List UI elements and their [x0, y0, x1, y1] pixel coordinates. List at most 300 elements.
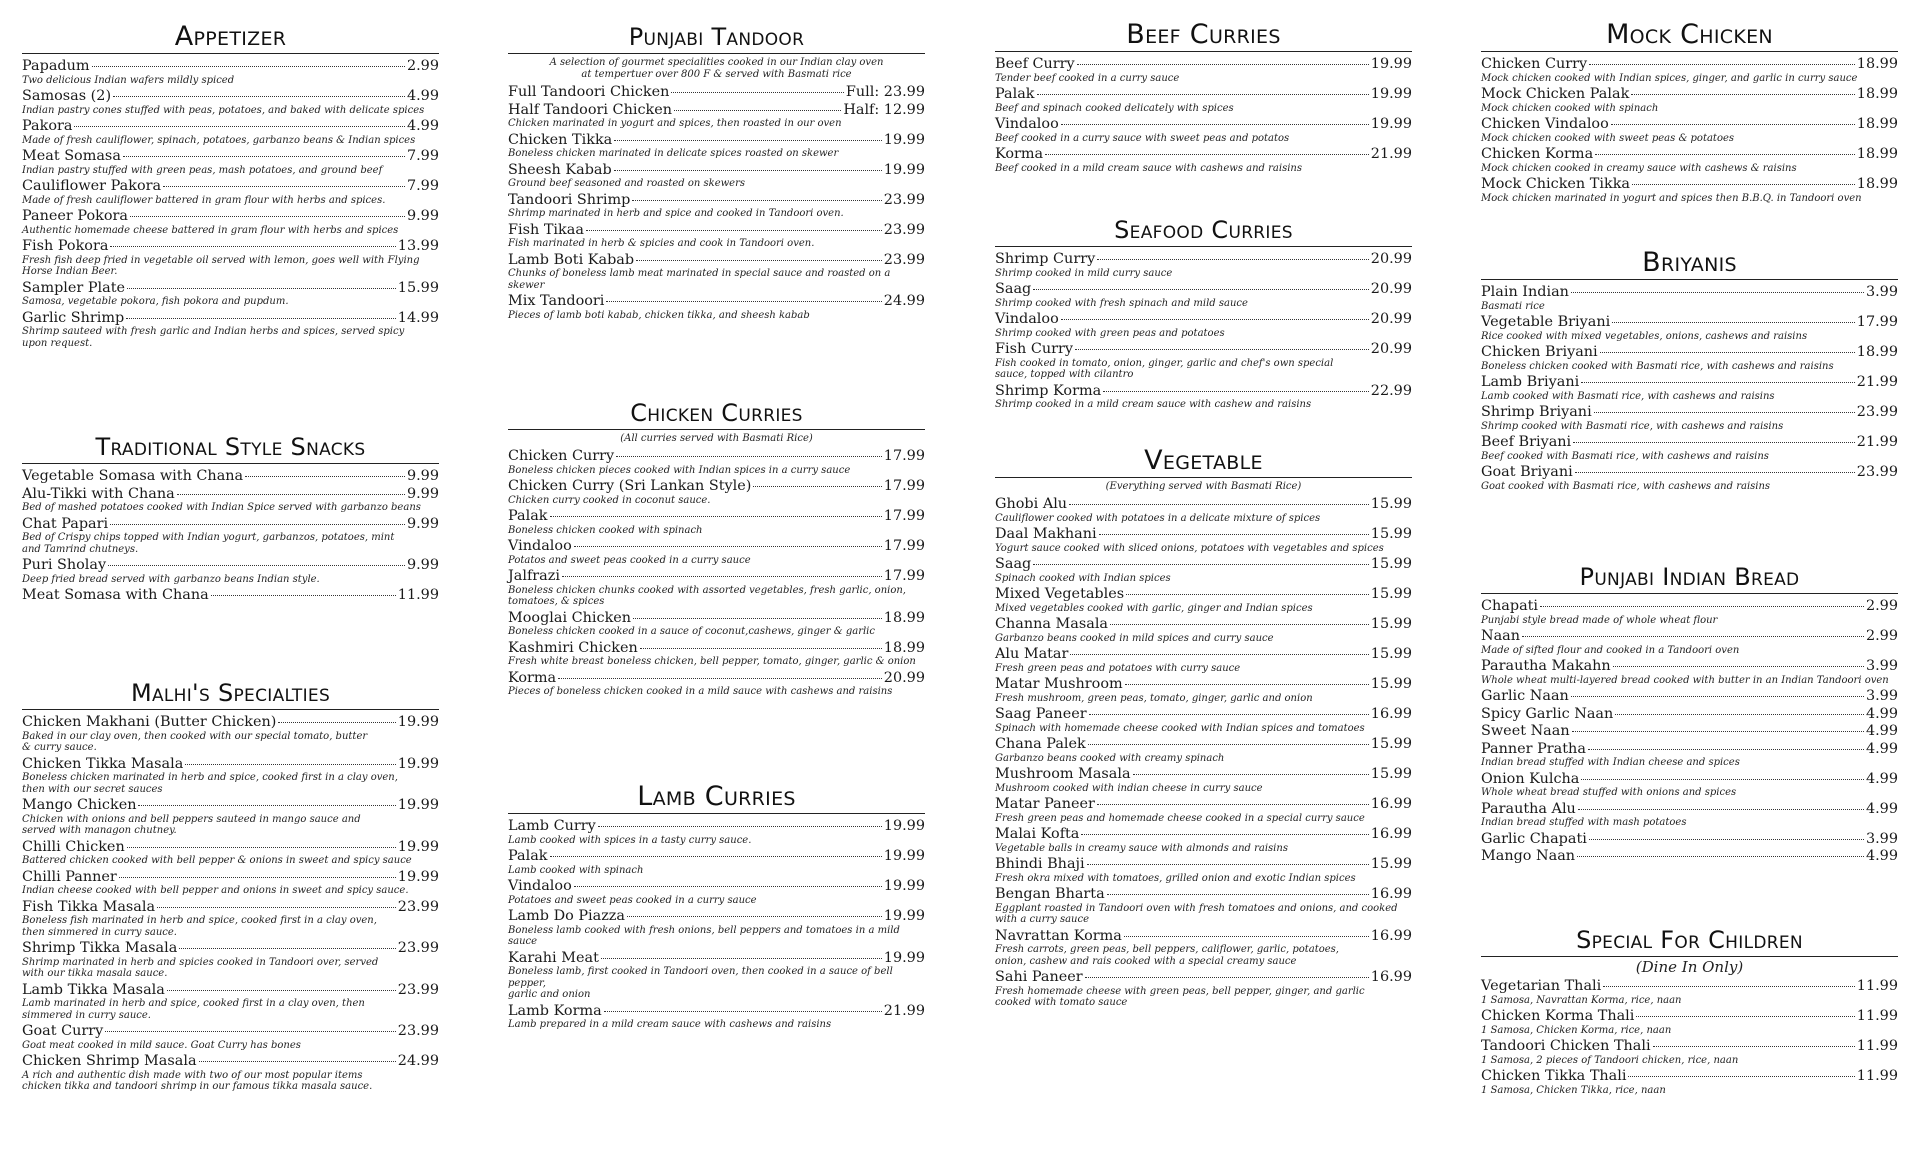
item-price: 23.99 [397, 1023, 439, 1039]
item-name: Bengan Bharta [995, 886, 1105, 902]
item-price: 3.99 [1865, 658, 1898, 674]
item-description: Mock chicken marinated in yogurt and spices then B.B.Q. in Tandoori oven [1481, 192, 1862, 204]
item-price: 18.99 [883, 609, 925, 626]
item-description: Fish cooked in tomato, onion, ginger, garlic and chef's own special sauce, topped with cilantro [995, 357, 1334, 380]
dot-leader [586, 218, 882, 231]
item-name: Chana Palek [995, 736, 1086, 752]
section-title: Briyanis [1481, 248, 1898, 280]
item-price: 19.99 [397, 797, 439, 813]
menu-item [995, 280, 1412, 309]
menu-item-row [22, 57, 439, 75]
dot-leader [74, 114, 404, 127]
item-description: Spinach with homemade cheese cooked with Indian spices and tomatoes [995, 722, 1365, 734]
item-description: Indian cheese cooked with bell pepper and onions in sweet and spicy sauce. [22, 885, 409, 896]
dot-leader [598, 814, 882, 827]
item-name: Sampler Plate [22, 279, 126, 296]
dot-leader [1575, 460, 1855, 473]
item-price: 11.99 [1856, 978, 1898, 994]
dot-leader [1070, 642, 1368, 655]
item-name: Saag Paneer [995, 706, 1087, 722]
section-title: Lamb Curries [508, 782, 925, 814]
menu-item-row [22, 485, 439, 503]
dot-leader [632, 188, 881, 201]
dot-leader [110, 512, 405, 525]
item-price: 16.99 [1370, 927, 1412, 944]
menu-item [995, 525, 1412, 554]
item-name: Fish Tikka Masala [22, 898, 156, 915]
dot-leader [674, 98, 841, 111]
item-price: 23.99 [883, 251, 925, 268]
menu-item-row [995, 675, 1412, 693]
dot-leader [1110, 612, 1369, 625]
menu-item [508, 949, 925, 1001]
item-name: Chicken Tikka Thali [1481, 1068, 1627, 1084]
item-description: Samosa, vegetable pokora, fish pokora and pupdum. [22, 296, 289, 307]
item-price: 18.99 [1856, 116, 1898, 132]
menu-section-briyanis [1481, 248, 1898, 493]
menu-item-row [1481, 115, 1898, 133]
menu-column-4 [1481, 0, 1898, 1166]
item-price: 19.99 [883, 161, 925, 178]
menu-item-row [995, 85, 1412, 103]
item-name: Fish Pokora [22, 238, 109, 254]
item-name: Onion Kulcha [1481, 770, 1580, 787]
menu-item-row [22, 796, 439, 814]
menu-item [22, 838, 439, 867]
menu-item-row [1481, 740, 1898, 758]
menu-item [995, 145, 1412, 174]
menu-item [22, 898, 439, 939]
dot-leader [126, 306, 396, 319]
menu-item [508, 639, 925, 668]
item-price: 11.99 [397, 587, 439, 603]
item-description: Fresh green peas and potatoes with curry sauce [995, 662, 1241, 674]
item-name: Mushroom Masala [995, 766, 1131, 782]
menu-item [995, 340, 1412, 381]
item-description: Shrimp cooked with Basmati rice, with cashews and raisins [1481, 420, 1784, 432]
dot-leader [606, 289, 881, 302]
item-price: 14.99 [397, 309, 439, 326]
item-name: Fish Tikaa [508, 221, 584, 238]
item-price: 17.99 [883, 508, 925, 524]
dot-leader [127, 835, 396, 848]
menu-item [995, 885, 1412, 926]
menu-item [508, 221, 925, 250]
menu-item [1481, 85, 1898, 114]
dot-leader [550, 844, 882, 857]
menu-item-row [22, 556, 439, 574]
menu-item-row [995, 115, 1412, 133]
menu-item-row [22, 279, 439, 297]
menu-item-row [995, 145, 1412, 163]
menu-item [995, 585, 1412, 614]
menu-section-seafood-curries [995, 215, 1412, 412]
dot-leader [1595, 142, 1855, 155]
item-price: 15.99 [1370, 556, 1412, 572]
item-price: 15.99 [1370, 496, 1412, 512]
dot-leader [245, 464, 405, 477]
menu-item-row [508, 161, 925, 179]
menu-item [995, 250, 1412, 279]
menu-section-punjabi-tandoor [508, 22, 925, 322]
item-price: 15.99 [1370, 736, 1412, 752]
dot-leader [1099, 522, 1369, 535]
item-description: Fresh green peas and homemade cheese cooked in a special curry sauce [995, 812, 1365, 824]
menu-item [1481, 175, 1898, 204]
menu-item [508, 251, 925, 292]
menu-item [1481, 145, 1898, 174]
menu-item-row [1481, 597, 1898, 615]
item-price: 17.99 [883, 478, 925, 494]
section-note: A selection of gourmet specialities cooked in our Indian clay oven at tempertuer over 800 F & served with Basmati rice [549, 57, 884, 80]
item-description: Lamb prepared in a mild cream sauce with cashews and raisins [508, 1019, 832, 1030]
item-name: Fish Curry [995, 341, 1073, 357]
item-description: Rice cooked with mixed vegetables, onions, cashews and raisins [1481, 330, 1808, 342]
menu-item [508, 669, 925, 698]
item-name: Lamb Curry [508, 818, 596, 834]
menu-item-row [1481, 175, 1898, 193]
menu-item [508, 101, 925, 130]
menu-item [22, 1022, 439, 1051]
menu-item [508, 507, 925, 536]
menu-item [1481, 740, 1898, 769]
dot-leader [636, 248, 882, 261]
item-description: Fresh mushroom, green peas, tomato, ginger, garlic and onion [995, 692, 1313, 704]
menu-item-row [508, 251, 925, 269]
item-price: 18.99 [1856, 146, 1898, 162]
item-price: 19.99 [883, 848, 925, 864]
menu-item [22, 796, 439, 837]
menu-section-mock-chicken [1481, 20, 1898, 205]
dot-leader [1089, 702, 1369, 715]
item-name: Shrimp Briyani [1481, 404, 1592, 420]
item-name: Half Tandoori Chicken [508, 101, 673, 118]
dot-leader [1577, 844, 1864, 857]
menu-column-2 [508, 0, 925, 1166]
menu-section-beef-curries [995, 20, 1412, 175]
section-note: (All curries served with Basmati Rice) [620, 433, 813, 444]
item-price: 15.99 [1370, 526, 1412, 542]
menu-item-row [508, 609, 925, 627]
dot-leader [1581, 767, 1864, 780]
menu-item [22, 57, 439, 86]
menu-item [1481, 1067, 1898, 1096]
dot-leader [1573, 430, 1855, 443]
menu-item-row [995, 825, 1412, 843]
menu-item [995, 705, 1412, 734]
item-description: Chicken marinated in yogurt and spices, then roasted in our oven [508, 118, 842, 129]
item-name: Mango Chicken [22, 797, 137, 813]
item-price: 24.99 [397, 1053, 439, 1069]
item-price: 23.99 [1856, 404, 1898, 420]
menu-item-row [22, 147, 439, 165]
item-name: Saag [995, 281, 1032, 297]
item-name: Korma [508, 669, 557, 686]
item-description: 1 Samosa, Chicken Korma, rice, naan [1481, 1024, 1672, 1036]
menu-item-row [22, 207, 439, 225]
item-description: Basmati rice [1481, 300, 1545, 312]
item-description: Lamb cooked with spinach [508, 864, 644, 876]
item-description: Boneless chicken cooked with Basmati rice, with cashews and raisins [1481, 360, 1834, 372]
dot-leader [753, 474, 881, 487]
dot-leader [1081, 822, 1368, 835]
menu-item [995, 645, 1412, 674]
menu-item-row [508, 507, 925, 525]
item-description: Indian pastry stuffed with green peas, mash potatoes, and ground beef [22, 164, 383, 176]
dot-leader [1107, 882, 1369, 895]
item-description: 1 Samosa, Navrattan Korma, rice, naan [1481, 994, 1682, 1006]
menu-item [22, 485, 439, 514]
menu-item [995, 310, 1412, 339]
item-name: Lamb Briyani [1481, 374, 1580, 390]
dot-leader [1045, 142, 1369, 155]
menu-item [22, 868, 439, 897]
item-name: Panner Pratha [1481, 740, 1586, 757]
item-name: Vegetable Briyani [1481, 314, 1611, 330]
menu-item-row [22, 755, 439, 773]
item-name: Chicken Korma Thali [1481, 1008, 1635, 1024]
item-price: 20.99 [1370, 251, 1412, 267]
menu-item [1481, 313, 1898, 342]
menu-item-row [22, 309, 439, 327]
item-name: Meat Somasa [22, 148, 121, 164]
item-name: Mixed Vegetables [995, 586, 1125, 602]
item-price: 16.99 [1370, 706, 1412, 722]
item-price: 17.99 [1856, 314, 1898, 330]
item-price: 22.99 [1370, 382, 1412, 399]
item-description: Lamb cooked with Basmati rice, with cashews and raisins [1481, 390, 1775, 402]
menu-item [22, 1052, 439, 1093]
item-name: Pakora [22, 118, 73, 134]
menu-item-row [508, 477, 925, 495]
dot-leader [167, 978, 396, 991]
menu-item-row [22, 1022, 439, 1040]
item-description: Boneless lamb cooked with fresh onions, bell peppers and tomatoes in a mild sauce [508, 924, 900, 947]
menu-item [22, 87, 439, 116]
dot-leader [574, 534, 882, 547]
item-price: 17.99 [883, 568, 925, 584]
dot-leader [1611, 112, 1855, 125]
dot-leader [157, 895, 396, 908]
item-price: Full: 23.99 [845, 84, 925, 100]
menu-item-row [508, 877, 925, 895]
menu-item [22, 309, 439, 350]
menu-item-row [508, 131, 925, 149]
section-title: Special For Children [1481, 925, 1898, 957]
item-name: Palak [508, 508, 548, 524]
dot-leader [601, 946, 882, 959]
menu-item-row [22, 177, 439, 195]
dot-leader [1103, 379, 1369, 392]
section-title: Appetizer [22, 22, 439, 54]
dot-leader [1087, 852, 1369, 865]
item-description: Shrimp sauteed with fresh garlic and Indian herbs and spices, served spicy upon request. [22, 326, 405, 349]
menu-item [1481, 657, 1898, 686]
item-name: Chicken Makhani (Butter Chicken) [22, 714, 277, 730]
dot-leader [278, 710, 395, 723]
menu-item-row [22, 898, 439, 916]
dot-leader [1061, 112, 1369, 125]
item-name: Vegetarian Thali [1481, 978, 1602, 994]
item-name: Karahi Meat [508, 949, 599, 966]
dot-leader [1653, 1034, 1855, 1047]
item-price: 11.99 [1856, 1068, 1898, 1084]
dot-leader [614, 158, 882, 171]
item-price: 19.99 [397, 714, 439, 730]
menu-item-row [995, 615, 1412, 633]
item-description: Mock chicken cooked in creamy sauce with cashews & raisins [1481, 162, 1797, 174]
dot-leader [199, 1049, 396, 1062]
item-description: Authentic homemade cheese battered in gram flour with herbs and spices [22, 224, 399, 236]
item-price: 4.99 [1865, 740, 1898, 757]
dot-leader [123, 144, 405, 157]
dot-leader [1578, 797, 1864, 810]
menu-item [22, 556, 439, 585]
item-price: 21.99 [1856, 374, 1898, 390]
item-name: Alu Matar [995, 646, 1069, 662]
item-description: 1 Samosa, 2 pieces of Tandoori chicken, rice, naan [1481, 1054, 1739, 1066]
menu-item-row [995, 250, 1412, 268]
dot-leader [1594, 400, 1855, 413]
dot-leader [1571, 684, 1864, 697]
menu-item [22, 207, 439, 236]
item-name: Vindaloo [508, 538, 572, 554]
menu-item-row [1481, 433, 1898, 451]
dot-leader [1069, 492, 1369, 505]
menu-item-row [1481, 770, 1898, 788]
menu-item-row [1481, 313, 1898, 331]
item-name: Chicken Curry [508, 448, 615, 464]
item-description: Pieces of lamb boti kabab, chicken tikka, and sheesh kabab [508, 309, 810, 321]
menu-item [1481, 800, 1898, 829]
menu-item-row [22, 838, 439, 856]
menu-column-1 [22, 0, 439, 1166]
menu-section-vegetable [995, 446, 1412, 1010]
menu-item-row [995, 340, 1412, 358]
dot-leader [163, 174, 405, 187]
item-name: Parautha Alu [1481, 800, 1576, 817]
menu-item-row [22, 117, 439, 135]
item-description: Shrimp cooked with green peas and potatoes [995, 327, 1225, 339]
item-price: 16.99 [1370, 886, 1412, 902]
item-description: Fresh fish deep fried in vegetable oil served with lemon, goes well with Flying Horse Indian Beer. [22, 254, 420, 277]
item-description: Beef cooked in a mild cream sauce with cashews and raisins [995, 162, 1302, 174]
menu-item-row [508, 1002, 925, 1020]
item-name: Samosas (2) [22, 88, 112, 104]
dot-leader [1125, 672, 1369, 685]
menu-item-row [22, 237, 439, 255]
item-price: 9.99 [406, 515, 439, 532]
item-description: Mixed vegetables cooked with garlic, ginger and Indian spices [995, 602, 1313, 614]
item-price: 23.99 [397, 940, 439, 956]
menu-item [508, 817, 925, 846]
item-name: Mock Chicken Tikka [1481, 176, 1630, 192]
item-name: Vindaloo [995, 311, 1059, 327]
dot-leader [604, 999, 882, 1012]
menu-item-row [508, 817, 925, 835]
item-price: 23.99 [397, 981, 439, 998]
item-description: 1 Samosa, Chicken Tikka, rice, naan [1481, 1084, 1666, 1096]
menu-item-row [995, 55, 1412, 73]
item-name: Navrattan Korma [995, 927, 1122, 944]
dot-leader [1061, 307, 1369, 320]
dot-leader [130, 204, 405, 217]
menu-item [995, 615, 1412, 644]
menu-item-row [1481, 1007, 1898, 1025]
item-name: Chicken Tikka [508, 131, 613, 148]
menu-item-row [995, 585, 1412, 603]
menu-item [1481, 463, 1898, 492]
menu-item [1481, 433, 1898, 462]
item-price: 19.99 [883, 949, 925, 966]
menu-item [995, 825, 1412, 854]
item-description: Vegetable balls in creamy sauce with almonds and raisins [995, 842, 1288, 854]
menu-item [1481, 1007, 1898, 1036]
dot-leader [1033, 552, 1369, 565]
menu-item-row [1481, 55, 1898, 73]
dot-leader [1126, 582, 1369, 595]
menu-item-row [508, 907, 925, 925]
item-description: Boneless fish marinated in herb and spice, cooked first in a clay oven, then simmered in curry sauce. [22, 915, 377, 938]
section-title: Beef Curries [995, 20, 1412, 52]
item-price: 21.99 [883, 1002, 925, 1019]
item-price: 24.99 [883, 293, 925, 309]
item-description: Boneless lamb, first cooked in Tandoori oven, then cooked in a sauce of bell pepper, garlic and onion [508, 966, 893, 1000]
dot-leader [127, 276, 396, 289]
menu-item-row [508, 191, 925, 209]
section-title: Punjabi Tandoor [508, 22, 925, 54]
menu-item [22, 713, 439, 754]
dot-leader [1603, 974, 1855, 987]
menu-item-row [22, 1052, 439, 1070]
item-price: 19.99 [1370, 56, 1412, 72]
item-description: Boneless chicken chunks cooked with assorted vegetables, fresh garlic, onion, tomatoes, & spices [508, 584, 906, 607]
item-price: 17.99 [883, 538, 925, 554]
item-price: 19.99 [397, 868, 439, 885]
item-name: Channa Masala [995, 616, 1109, 632]
menu-item [508, 1002, 925, 1031]
item-price: 7.99 [406, 178, 439, 194]
dot-leader [1085, 965, 1369, 978]
menu-item-row [508, 101, 925, 119]
menu-item-row [508, 221, 925, 239]
item-price: 21.99 [1370, 146, 1412, 162]
menu-item [508, 477, 925, 506]
item-name: Spicy Garlic Naan [1481, 705, 1614, 722]
section-note: (Everything served with Basmati Rice) [1105, 481, 1302, 492]
menu-item [22, 939, 439, 980]
menu-item-row [508, 639, 925, 657]
item-price: 23.99 [883, 191, 925, 208]
item-description: Goat meat cooked in mild sauce. Goat Curry has bones [22, 1039, 301, 1051]
item-price: 2.99 [406, 58, 439, 74]
item-price: 19.99 [883, 818, 925, 834]
menu-item [22, 279, 439, 308]
menu-item-row [1481, 1037, 1898, 1055]
item-price: 23.99 [883, 221, 925, 238]
item-description: Ground beef seasoned and roasted on skewers [508, 178, 746, 189]
menu-item-row [22, 586, 439, 604]
dot-leader [1540, 594, 1864, 607]
item-name: Lamb Korma [508, 1002, 602, 1019]
menu-item-row [508, 567, 925, 585]
item-description: Lamb cooked with spices in a tasty curry sauce. [508, 834, 752, 846]
menu-item-row [22, 868, 439, 886]
item-description: Deep fried bread served with garbanzo beans Indian style. [22, 573, 320, 585]
item-description: Goat cooked with Basmati rice, with cashews and raisins [1481, 480, 1771, 492]
item-price: 20.99 [1370, 311, 1412, 327]
menu-item-row [22, 87, 439, 105]
